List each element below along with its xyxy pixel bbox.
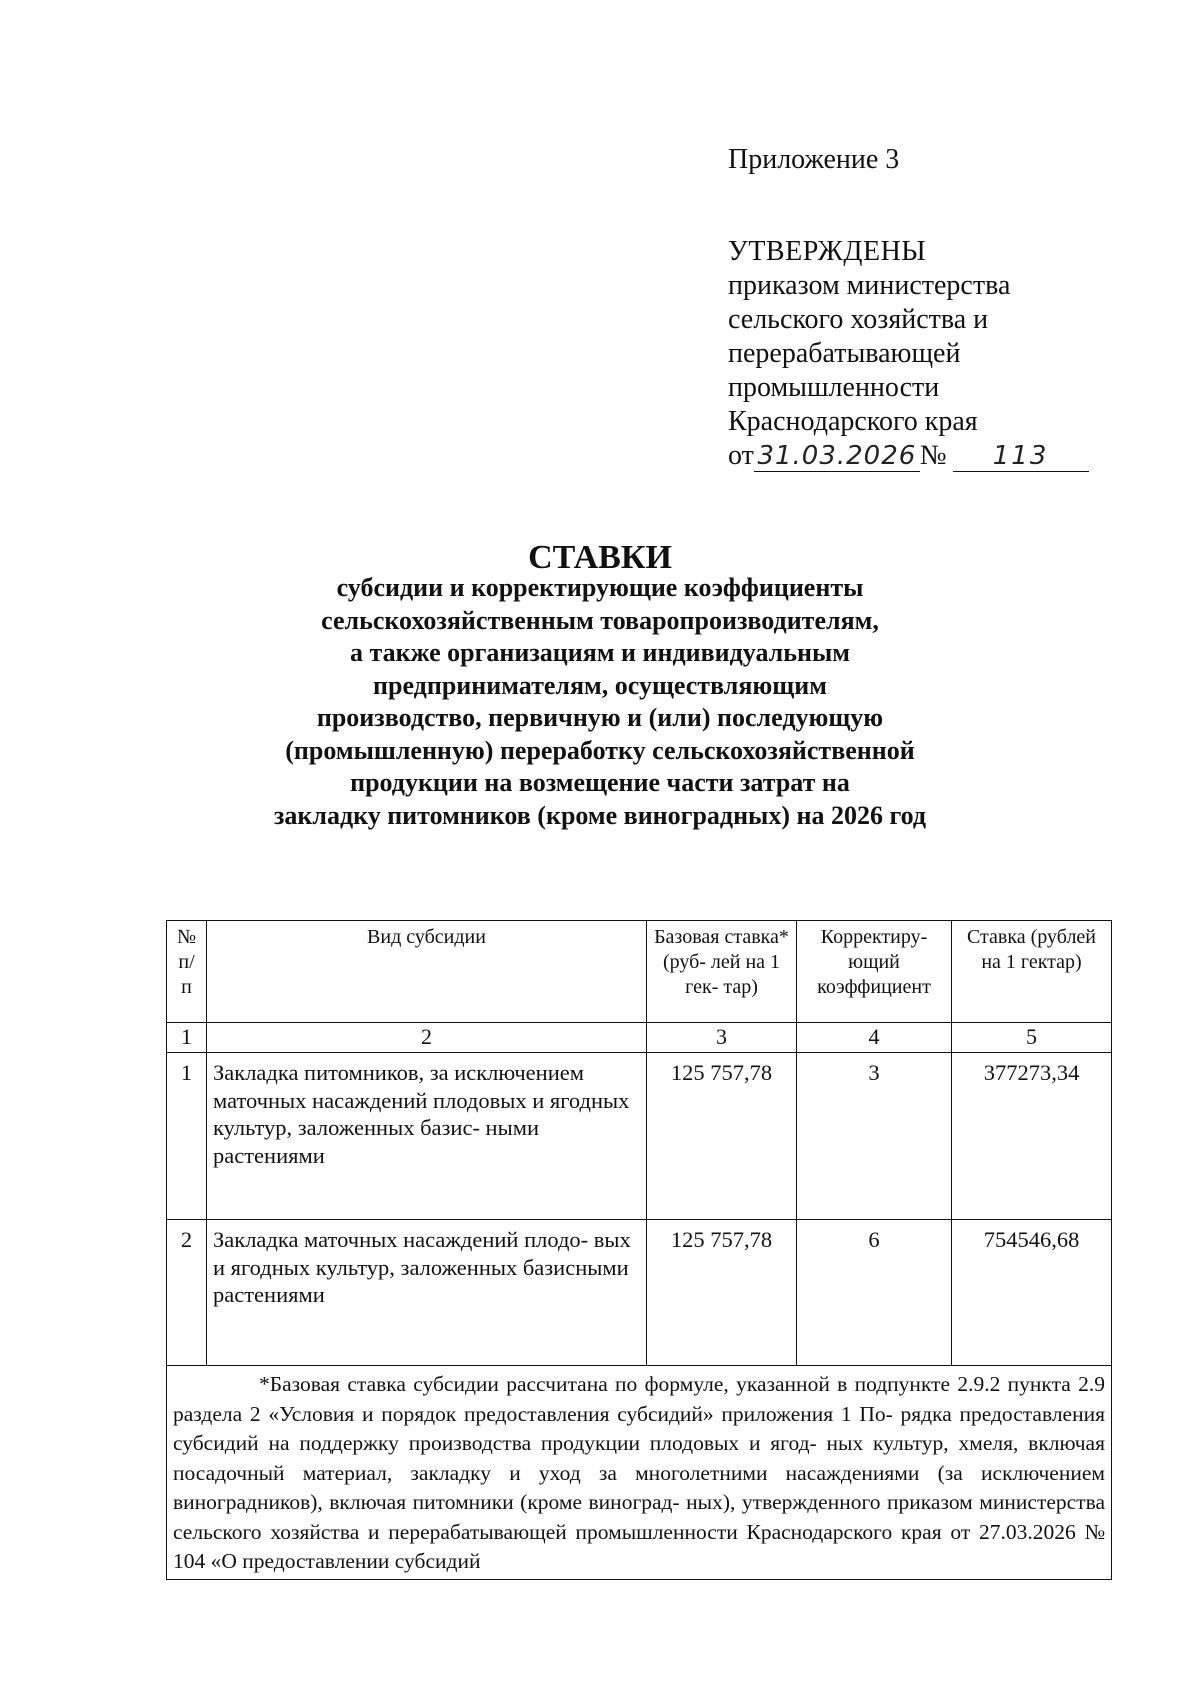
approval-order-line: сельского хозяйства и bbox=[728, 304, 989, 335]
row-subsidy-type: Закладка питомников, за исключением маточных насаждений плодовых и ягодных культур, заложенных базис- ными растениями bbox=[207, 1053, 647, 1220]
subtitle-line: а также организациям и индивидуальным bbox=[350, 638, 850, 667]
row-number: 2 bbox=[167, 1220, 207, 1366]
footnote-row bbox=[167, 1366, 1112, 1580]
header-coefficient: Корректиру- ющий коэффициент bbox=[797, 921, 952, 1023]
subtitle-line: продукции на возмещение части затрат на bbox=[350, 768, 850, 797]
column-number-row bbox=[167, 1023, 1112, 1053]
document-subtitle bbox=[150, 572, 1050, 832]
table-row bbox=[167, 1220, 1112, 1366]
row-base-rate: 125 757,78 bbox=[647, 1220, 797, 1366]
approval-block bbox=[728, 143, 1088, 473]
approval-order-line: приказом министерства bbox=[728, 270, 1011, 301]
handwritten-date: 31.03.2026 bbox=[754, 441, 920, 472]
approved-heading: УТВЕРЖДЕНЫ bbox=[728, 236, 927, 267]
approval-order-line: промышленности bbox=[728, 372, 940, 403]
row-coefficient: 6 bbox=[797, 1220, 952, 1366]
column-number: 4 bbox=[797, 1023, 952, 1053]
handwritten-order-number: 113 bbox=[953, 441, 1089, 472]
row-coefficient: 3 bbox=[797, 1053, 952, 1220]
column-number: 2 bbox=[207, 1023, 647, 1053]
order-date-number-line bbox=[728, 439, 1088, 473]
row-rate: 754546,68 bbox=[952, 1220, 1112, 1366]
subtitle-line: предпринимателям, осуществляющим bbox=[373, 670, 827, 700]
date-prefix: от bbox=[728, 440, 754, 471]
table-header-row bbox=[167, 921, 1112, 1023]
appendix-label: Приложение 3 bbox=[728, 144, 900, 175]
column-number: 5 bbox=[952, 1023, 1112, 1053]
header-number: № п/ п bbox=[167, 921, 207, 1023]
column-number: 1 bbox=[167, 1023, 207, 1053]
header-base-rate: Базовая ставка* (руб- лей на 1 гек- тар) bbox=[647, 921, 797, 1023]
column-number: 3 bbox=[647, 1023, 797, 1053]
approval-order-line: Краснодарского края bbox=[728, 406, 978, 437]
subtitle-line: закладку питомников (кроме виноградных) на 2026 год bbox=[273, 800, 927, 830]
subtitle-line: сельскохозяйственным товаропроизводителям, bbox=[321, 605, 879, 635]
header-subsidy-type: Вид субсидии bbox=[207, 921, 647, 1023]
header-rate: Ставка (рублей на 1 гектар) bbox=[952, 921, 1112, 1023]
row-rate: 377273,34 bbox=[952, 1053, 1112, 1220]
row-base-rate: 125 757,78 bbox=[647, 1053, 797, 1220]
row-subsidy-type: Закладка маточных насаждений плодо- вых и ягодных культур, заложенных базисными растениями bbox=[207, 1220, 647, 1366]
number-sign: № bbox=[919, 440, 947, 471]
footnote-cell bbox=[167, 1366, 1112, 1580]
footnote-text: *Базовая ставка субсидии рассчитана по формуле, указанной в подпункте 2.9.2 пункта 2.9 раздела 2 «Условия и порядок предоставления субсидий» приложения 1 По- рядка предоставления субсидий на поддержку производства продукции плодовых и ягод- ных культур, хмеля, включая посадочный материал, закладку и уход за многолетними насаждениями (за исключением виноградников), включая питомники (кроме виноград- ных), утвержденного приказом министерства сельского хозяйства и перерабатывающей промышленности Краснодарского края от 27.03.2026 № 104 «О предоставлении субсидий bbox=[173, 1372, 1105, 1573]
subtitle-line: производство, первичную и (или) последующую bbox=[316, 703, 884, 732]
document-title: СТАВКИ bbox=[528, 539, 672, 576]
approval-order-line: перерабатывающей bbox=[728, 338, 961, 369]
subtitle-line: субсидии и корректирующие коэффициенты bbox=[336, 573, 864, 602]
row-number: 1 bbox=[167, 1053, 207, 1220]
subtitle-line: (промышленную) переработку сельскохозяйственной bbox=[285, 735, 915, 765]
table-row bbox=[167, 1053, 1112, 1220]
subsidy-rates-table bbox=[166, 920, 1112, 1580]
